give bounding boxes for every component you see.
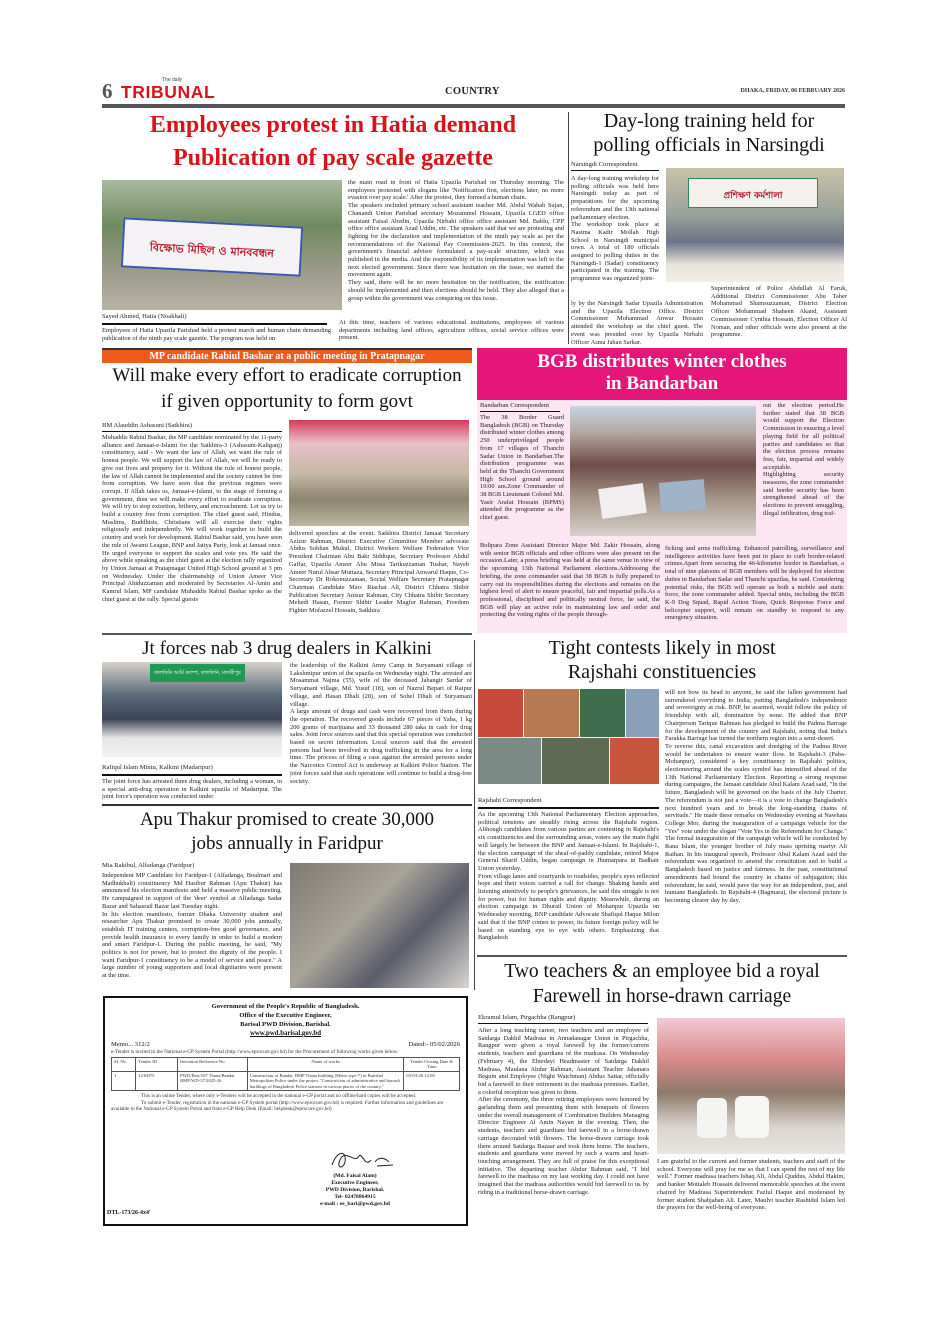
signatory-email[interactable]: e-mail : ee_bari@pwd.gov.bd: [320, 1200, 390, 1207]
collage-tile-2: [524, 689, 579, 737]
satkhira-byline: BM Alauddin Ashasuni (Satkhira): [102, 422, 282, 432]
collage-tile-7: [610, 738, 659, 784]
satkhira-kicker: MP candidate Rabiul Bashar at a public meeting in Pratapnagar: [149, 351, 425, 362]
signatory-tel: Tel- 02478864915: [334, 1193, 376, 1200]
kalkini-banner-text: কালকিনি আর্মি ক্যাম্প, কালকিনি, মাদারীপুর: [154, 670, 241, 676]
hatia-byline-rule: [102, 323, 327, 325]
satkhira-body-col1: Muhaddis Rabiul Bashar, the MP candidate nominated by the 11-party alliance and Jamaat-e-Islami for the Satkhira-3 (Ashasuni-Kaliganj) constituency, said - We want the law of Allah, we want the rule of honest people. We will support the law of Allah, we will be ready to give our lives and property for it. Without the rule of honest people, the law of Allah cannot be implemented and the society cannot be free from corruption. We have seen that the previous regimes were corrupt. If Allah takes us, Jamaat-e-Islami, to the stage of forming a government, then we will make every effort to eradicate corruption. We will try to stop extortion, bribery, and encroachment. Let us try to build a country free from corruption. The chief guest said, Hindus, Muslims, Buddhists, Christians will all exercise their rights religiously and independently. We will work together to build the country and work for development. Rabiul Bashar said, you have seen the rule of Awami League, BNP and Jatiya Party, look at Jamaat once. He urged everyone to support the scales and vote yes. He said the above while speaking as the chief guest at the election rally organized by Union Jamaat at Pratapnagar United High School ground at 3 pm on Wednesday. Under the chairmanship of Union Ameer Vice Principal Ahiduzzaman and moderated by Secretaries Al-Amin and Kamrul Islam, MP candidate Muhaddis Rabiul Bashar spoke as the chief guest at the rally. Special guests: [102, 434, 282, 603]
article-rajshahi: [477, 637, 847, 957]
farewell-photo: [657, 1018, 845, 1154]
kalkini-photo: [102, 662, 282, 757]
bgb-photo-blanket-2: [659, 479, 706, 513]
kalkini-photo-banner: [150, 664, 245, 682]
collage-tile-3: [580, 689, 625, 737]
kalkini-bottom-rule: [102, 804, 472, 806]
bgb-byline: Bandarban Correspondent: [480, 402, 560, 412]
tender-division-line: Barisal PWD Division, Barishal.: [240, 1021, 331, 1028]
farewell-headline-2: Farewell in horse-drawn carriage: [532, 986, 792, 1007]
narsingdi-body-col2: Superintendent of Police Abdullah Al Faruk, Additional District Commissioner Abu Taher Mohammad Shamsuzzaman, District Election Officer Mohammad Shaheen Akand, Assistant Commissioner Cynthia Hossain, Election Officer Al Noman, and other officials were also present at the programme.: [711, 285, 847, 339]
bgb-headline-1: BGB distributes winter clothes: [537, 351, 787, 372]
satkhira-headline-2: if given opportunity to form govt: [161, 391, 413, 412]
collage-tile-6: [542, 738, 609, 784]
narsingdi-byline: Narsingdi Correspondent: [571, 161, 659, 171]
satkhira-bottom-rule: [102, 633, 472, 635]
farewell-photo-horse-2: [735, 1096, 769, 1138]
tender-memo: Memo... 312/2: [111, 1041, 150, 1048]
farewell-headline-1: Two teachers & an employee bid a royal: [504, 961, 820, 982]
narsingdi-banner-text: প্রশিক্ষণ কর্মশালা: [723, 191, 783, 201]
rajshahi-byline: Rajshahi Correspondent: [478, 797, 542, 804]
article-farewell: [477, 960, 847, 1230]
tender-office-line: Office of the Executive Engineer,: [239, 1012, 332, 1019]
kalkini-lead: The joint force has arrested three drug dealers, including a woman, in a special anti-drug operation in Kalkini upazila of Madaripur. The joint force's operation was conducted under: [102, 778, 282, 801]
hatia-lead: Employees of Hatia Upazila Parishad held a protest march and human chain demanding publication of the ninth pay scale gazette. The program was held on: [102, 327, 331, 342]
faridpur-headline-2: jobs annually in Faridpur: [191, 833, 383, 854]
bgb-headline-2: in Bandarban: [605, 373, 719, 395]
faridpur-headline-1: Apu Thakur promised to create 30,000: [139, 809, 435, 830]
narsingdi-headline-1: Day-long training held for: [603, 110, 815, 132]
tender-website[interactable]: www.pwd.barisal.gov.bd: [249, 1030, 321, 1037]
rajshahi-bottom-rule: [477, 955, 847, 957]
tender-column-header: SL No: [112, 1057, 136, 1071]
satkhira-body-col2: delivered speeches at the event. Satkhira District Jamaat Secretary Azizur Rahman, District Executive Committee Member advocate Abdus Sobhan Mukul, District Workers Welfare Federation Vice President Chairman Abu Bakr Siddique, Secretary Professor Abdul Gaffar, Upazila Ameer Abu Musa Tarikuzzaman Tushar, Nayeb Ameer Nurul Absar Murtaza, Secretary Principal Anwarul Haque, Co-Secretary Dr Rokonuzzaman, Social Welfare Secretary Pratapnagar Chairman Candidate Mao: Riachat Ali, District Chhatra Shibir Publication Secretary Anisur Rahman, City Chhatra Shibir Secretary Mehedi Hasan, Former Shibir Leader Magfur Rahman, Freedom Fighter Mofazzel Hossain, Satkhira: [289, 530, 469, 615]
farewell-photo-horse-1: [697, 1098, 727, 1138]
bgb-body-col1: The 38 Border Guard Bangladesh (BGB) on Thursday distributed winter clothes among 250 underprivileged people from 17 villages of Thanchi Sadar Union in Bandarban.The distribution programme was held at the Thanchi Government High School ground around 10:00 am.Zone Commander of 38 BGB Lieutenant Colonel Md. Yasir Arafat Hossain (BPMS) attended the programme as the chief guest.: [480, 414, 564, 522]
signatory-name: (Md. Faisal Alam): [333, 1173, 377, 1179]
tender-table-header: [112, 1057, 460, 1071]
rajshahi-headline-1: Tight contests likely in most: [548, 637, 776, 659]
narsingdi-body-col1: A day-long training workshop for polling officials was held here Narsingdi today as part of preparations for the upcoming referendum and the 13th national parliamentary election. The workshop took place at Nasima Kadir Mollah High School in Narsingdi municipal town. A total of 180 officials assigned to polling duties in the Narsingdi-1 (Sadar) constituency participated in the training. The programme was organized joint-: [571, 175, 659, 283]
tender-signatory: [295, 1173, 415, 1208]
article-satkhira: [102, 348, 472, 635]
logo-text: TRIBUNAL: [121, 82, 216, 102]
collage-tile-4: [626, 689, 659, 737]
page-number: 6: [102, 79, 113, 103]
tender-column-header: Invitation Reference No.: [178, 1057, 248, 1071]
masthead: [102, 78, 845, 106]
rajshahi-body-col2: will not bow its head to anyone, he said the fallen government had surrendered everything to India, putting Bangladesh's independence and sovereignty at risk. BNP, he asserted, would follow the policy of friendship with all, domination by none. He added that BNP Chairperson Tarique Rahman has pledged to build the Padma Barrage for the development of the country and Rajshahi, noting that India's Farakka Barrage has turned the northern region into a semi-desert. To reverse this, canal excavation and dredging of the Padma River would be undertaken to ensure water flow. In Rajshahi-3 (Paba–Mohanpur), considered a key constituency in Rajshahi politics, electioneering around the scales symbol has intensified ahead of the 13th National Parliamentary Election. Reporting a strong response during campaigns, the Jamaat candidate Abul Kalam Azad said, "In the future, Bangladesh will be governed on the basis of the July Charter. The referendum is not just a vote—it is a vote to change Bangladesh's next hundred years and to break the long-standing chains of servitude." He made these remarks on Wednesday evening at Nawhata College Mor, during the inauguration of a campaign vehicle for the "Yes" vote under the slogan "Vote Yes in the Referendum for Change." The formal inauguration of the campaign vehicle will be conducted by Rana Islam, the younger brother of July mass uprising martyr Ali Raihan. In his inaugural speech, Professor Abul Kalam Azad said the referendum was organized to amend the constitution and to build a Bangladesh based on justice and fairness. In the past, constitutional amendments had bound the country in chains of subjugation; this referendum, he said, would pave the way for an independent, just, and humane Bangladesh. In Rajshahi-4 (Bagmara), the electoral picture is becoming clearer day by day.: [665, 689, 847, 904]
kalkini-byline-rule: [102, 774, 282, 776]
farewell-body-col2: I am grateful to the current and former students, teachers and staff of the school. Everyone will pray for me so that I can spend the rest of my life well." Former madrasa teachers Ishaq Ali, Abdul Quddus, Abdul Hakim, and banker Mottaleb Hossain delivered memorable speeches at the event chaired by Madrasa Superintendent Fazlul Haque and moderated by former student Shahjahan Ali. Later, Maulvi teacher Rashidul Islam led the prayers for the well-being of everyone.: [657, 1158, 845, 1212]
satkhira-kicker-banner: [102, 350, 472, 363]
narsingdi-body-tail: ly by the Narsingdi Sadar Upazila Administration and the Upazila Election Office. District Commissioner Mohammad Anwar Hossain attended the workshop as the chief guest. The event was presided over by Upazila Nirbahi Officer Asma Jahan Sarkar.: [571, 300, 703, 346]
tender-intro: e-Tender is invited in the National e-GP System Portal (http://www.eprocure.gov.bd) for the Procurement of following works given below:: [111, 1049, 399, 1055]
tender-dated: Dated:- 05/02/2026: [408, 1041, 460, 1048]
bgb-body-bottom-right: ficking and arms trafficking. Enhanced patrolling, surveillance and intelligence activities have been put in place to curb border-related crimes.Apart from securing the 46-kilometre border in Bandarban, a total of nine platoons of BGB members will be deployed for election duties in Bandarban Sadar and Thanchi upazilas, he said. Considering potential risks, the BGB will operate as both a mobile and static force, the zone commander added. Special units, including the BGB K-9 Dog Squad, Rapid Action Team, Quick Response Force and helicopter support, will remain on standby to respond to any emergency situation.: [665, 545, 844, 622]
rajshahi-photo-collage: [478, 689, 659, 784]
collage-tile-5: [478, 738, 541, 784]
tender-table-cell: Construction of Bandar, BMP Thana building (Metro type-7) in Barishal Metropolitan Police under the project "Construction of administrative and barrack buildings of Bangladesh Police stations in various places of the country.": [247, 1071, 404, 1091]
narsingdi-headline-2: polling officials in Narsingdi: [593, 134, 825, 156]
satkhira-photo: [289, 420, 469, 526]
tender-table-cell: 1: [112, 1071, 136, 1091]
tender-column-header: Name of works: [247, 1057, 404, 1071]
article-faridpur: [102, 808, 472, 993]
tender-ref-code: DTL-173/26-4x4': [107, 1210, 151, 1216]
kalkini-body-col2: the leadership of the Kalkini Army Camp in Suryamani village of Lakshmipur union of the upazila on Wednesday night. The arrested are Mosammat Najma (55), wife of the deceased Jahangir Sardar of Suryamani village, Md. Yusuf (18), son of Nazrul Bepari of Raipur village, and Hasan Dhali (28), son of Sohel Dhali of Suryamani village. A large amount of drugs and cash were recovered from them during the operation. The recovered goods include 67 pieces of Yaba, 1 kg 200 grams of marijuana and 33 thousand 280 taka in cash for drug sales. Joint force sources said that this special operation was conducted based on secret information. Local sources said that the arrested persons had been involved in drug trafficking in the area for a long time. The process of filing a case against the arrested persons under the Narcotics Control Act is underway at Kalkini Police Station. The joint forces said that such operations will continue to build a drug-free society.: [290, 662, 472, 785]
faridpur-byline: Mia Rakibul, Alfadanga (Faridpur): [102, 862, 195, 869]
kalkini-headline: Jt forces nab 3 drug dealers in Kalkini: [142, 638, 432, 659]
hatia-body-tail: At this time, teachers of various educational institutions, employees of various departments including land offices, agriculture offices, social service offices were present.: [339, 319, 564, 342]
faridpur-body-col1: Independent MP Candidate for Faridpur-1 (Alfadanga, Boalmari and Madhukhali) constituency Md Hasibur Rahman (Apu Thakur) has announced his election manifesto and held a massive public meeting. He campaigned in support of the 'deer' symbol at Alfadanga Sadar Bazar and Sahasrail Bazar last Tuesday night. In his election manifesto, former Dhaka University student and researcher Apu Thakur promised to create 30,000 jobs annually, establish IT training centers, corruption-free good governance, and provide health insurance to every family in order to build a modern and smart Faridpur-1. During the public meeting, he said, "My politics is not for power, but to protect the dignity of the people. I want Faridpur-1 constituency to be a model of service and peace." A large number of young supporters and local dignitaries were present at the time.: [102, 872, 282, 980]
column-divider: [568, 112, 569, 344]
tribunal-logo: [121, 82, 215, 101]
tender-signature: [327, 1150, 397, 1172]
hatia-byline: Sayed Ahmed, Hatia (Noakhali): [102, 313, 187, 320]
tender-gov-line: Government of the People's Republic of Bangladesh.: [211, 1003, 360, 1010]
hatia-body-col2: the main road in front of Hatia Upazila Parishad on Thursday morning. The employees protested with slogans like 'Notification first, elections later, no more evasion over pay scale.' After the protest, they formed a human chain. The speakers included primary school assistant teacher Md. Abdul Wahab Sujan, Chanandi Union Parishad secretary Mozammel Hossain, Upazila LGED office assistant Faisal Abedin, Upazila Nirbahi office office assistant Md. Bablu, CPP office office assistant Azad Uddin, etc. The speakers said that we are protesting and fighting for the declaration and implementation of the ninth pay scale as per the recommendations of the National Pay Commission-2025. In this context, the government's financial advisor formulated a pay-scale structure, which was published in the media. And the responsibility of its implementation was left to the next elected government. Since there was hesitation on the issue, we started the movement again. They said, there will be no more hesitation on the notification, the notification should be implemented and then elections should be held. They also alleged that a group within the government was conspiring on this issue.: [348, 179, 564, 302]
dateline: DHAKA, FRIDAY, 06 FEBRUARY 2026: [740, 88, 845, 94]
article-kalkini: [102, 637, 472, 807]
rajshahi-byline-rule: [478, 807, 659, 809]
bgb-body-bottom-left: Bolipara Zone Assistant Director Major Md. Zakir Hossain, along with senior BGB officials and other officers were also present on the occasion.Later, a press briefing was held at the same venue in view of the upcoming 13th National Parliament elections.Addressing the briefing, the zone commander said that 38 BGB is fully prepared to carry out its responsibilities during the elections and remains on the highest level of alert to ensure peaceful, fair and impartial polls.As a professional, disciplined and politically neutral force, he said, the BGB will play an active role in maintaining law and order and protecting the voting rights of the people through-: [480, 542, 660, 619]
bgb-photo: [570, 406, 756, 536]
tender-notice: [103, 996, 468, 1226]
rajshahi-body-col1: As the upcoming 13th National Parliamentary Election approaches, political tensions are steadily rising across the Rajshahi region. Although candidates from various parties are contesting in Rajshahi's six constituencies and the surrounding areas, voters say the main fight will largely be between the BNP and Jamaat-e-Islami. In Rajshahi-1, the election campaign of the sheaf-of-paddy candidate, retired Major General Sharif Uddin, began campaign in Jhumarpara in Badhair Union yesterday. From village lanes and courtyards to roadsides, people's eyes reflected hope and their voices carried a call for change. Shaking hands and listening attentively to people's grievances, he said this struggle is not for power, but for human rights and dignity. Meanwhile, during an election campaign in Dhurail Union of Mohanpur Upazila on Wednesday morning, BNP candidate Advocate Shafiqul Haque Milon said that if the BNP comes to power, its future foreign policy will be based on standing eye to eye with others. Emphasizing that Bangladesh: [478, 811, 659, 942]
tender-table-cell: PWD/Bari/107 Thana/Bandar BMP/WD-37/2025-26: [178, 1071, 248, 1091]
faridpur-photo: [290, 863, 469, 988]
tender-column-header: Tender ID: [136, 1057, 178, 1071]
tender-memo-row: [111, 1041, 460, 1048]
bgb-body-right: out the election period.He further stated that 38 BGB would support the Election Commission in ensuring a level playing field for all political parties and candidates so that the election process remains free, fair, impartial and widely acceptable. Highlighting security measures, the zone commander said border security has been strengthened ahead of the elections to prevent smuggling, illegal infiltration, drug traf-: [763, 402, 844, 517]
bgb-headline-banner: [477, 348, 847, 400]
collage-tile-1: [478, 689, 523, 737]
bgb-photo-blanket-1: [598, 483, 647, 519]
hatia-photo: [102, 180, 342, 310]
column-divider-2: [474, 640, 475, 990]
logo-the-daily: The daily: [162, 77, 183, 83]
farewell-byline: Ekramul Islam, Pirgachha (Rangpur): [478, 1014, 648, 1024]
signatory-title: Executive Engineer,: [331, 1179, 379, 1186]
section-title: COUNTRY: [445, 86, 500, 97]
farewell-body-col1: After a long teaching career, two teachers and an employee of Satdarga Dakhil Madrasa in Annadanagar Union in Pirgachha, Rangpur were given a royal farewell by the former/current students, teachers and guardians of the madrasa. On Wednesday (February 4), the Ebtedayi Headmaster of Satdarga Dakhil Madrasa, Maulana Abdur Rahman, Assistant Teacher Jahanara Begum and Employee (Night Watchman) Abdus Sattar, officially bid a farewell to their retirement in the madrasa premises. Earlier, a colorful reception was given to them. After the ceremony, the three retiring employees were honored by garlanding them and presenting them with bouquets of flowers under the overall management of Combination Builders Managing Director Engineer Al Amin Nayan in the evening. Then, the students, teachers and guardians bid farewell in a horse-drawn carriage decorated with flowers. The horse-drawn carriage took them around Satdarga Bazaar and took them home. The teachers, students and guardians were moved by such a warm and heart-touching arrangement. They are full of praise for this exceptional initiative. The departing teacher Abdur Rahman said, "I bid farewell to the madrasa on my last working day. I could not have imagined that the madrasa authorities would bid farewell to us by riding in a traditional horse-drawn carriage.: [478, 1027, 649, 1196]
signature-scribble: [327, 1150, 397, 1172]
tender-table-row: [112, 1071, 460, 1091]
tender-column-header: Tender Closing Date & Time: [404, 1057, 460, 1071]
narsingdi-photo-banner: [688, 178, 818, 208]
hatia-banner-text: বিক্ষোভ মিছিল ও মানববন্ধন: [149, 240, 275, 261]
kalkini-byline: Rafiqul Islam Mintu, Kalkini (Madaripur): [102, 764, 213, 771]
tender-note-1: This is an online Tender, where only e-Tenders will be accepted in the national e-GP portal and no offline/hard copies will be accepted.: [141, 1093, 417, 1100]
tender-table: [111, 1057, 460, 1092]
article-bgb: [477, 348, 847, 633]
rajshahi-headline-2: Rajshahi constituencies: [567, 661, 757, 683]
narsingdi-photo: [666, 168, 844, 282]
tender-table-cell: 05-03-26 12:00: [404, 1071, 460, 1091]
tender-table-cell: 1210075: [136, 1071, 178, 1091]
hatia-photo-banner: [121, 217, 303, 276]
satkhira-headline-1: Will make every effort to eradicate corruption: [112, 365, 462, 386]
article-narsingdi: [571, 110, 847, 346]
tender-note-2: To submit e-Tender, registration in the national e-GP System portal (http://www.eprocure.gov.bd) is required. Further information and guidelines are available in the National e-GP System Portal and from e-GP Help Desk (Email: helpdesk@eprocure.gov.bd): [111, 1099, 444, 1113]
article-hatia: [102, 110, 564, 346]
signatory-division: PWD Division, Barishal.: [325, 1186, 385, 1193]
hatia-headline-2: Publication of pay scale gazette: [173, 145, 493, 171]
masthead-rule: [102, 104, 845, 108]
hatia-headline-1: Employees protest in Hatia demand: [149, 112, 517, 138]
